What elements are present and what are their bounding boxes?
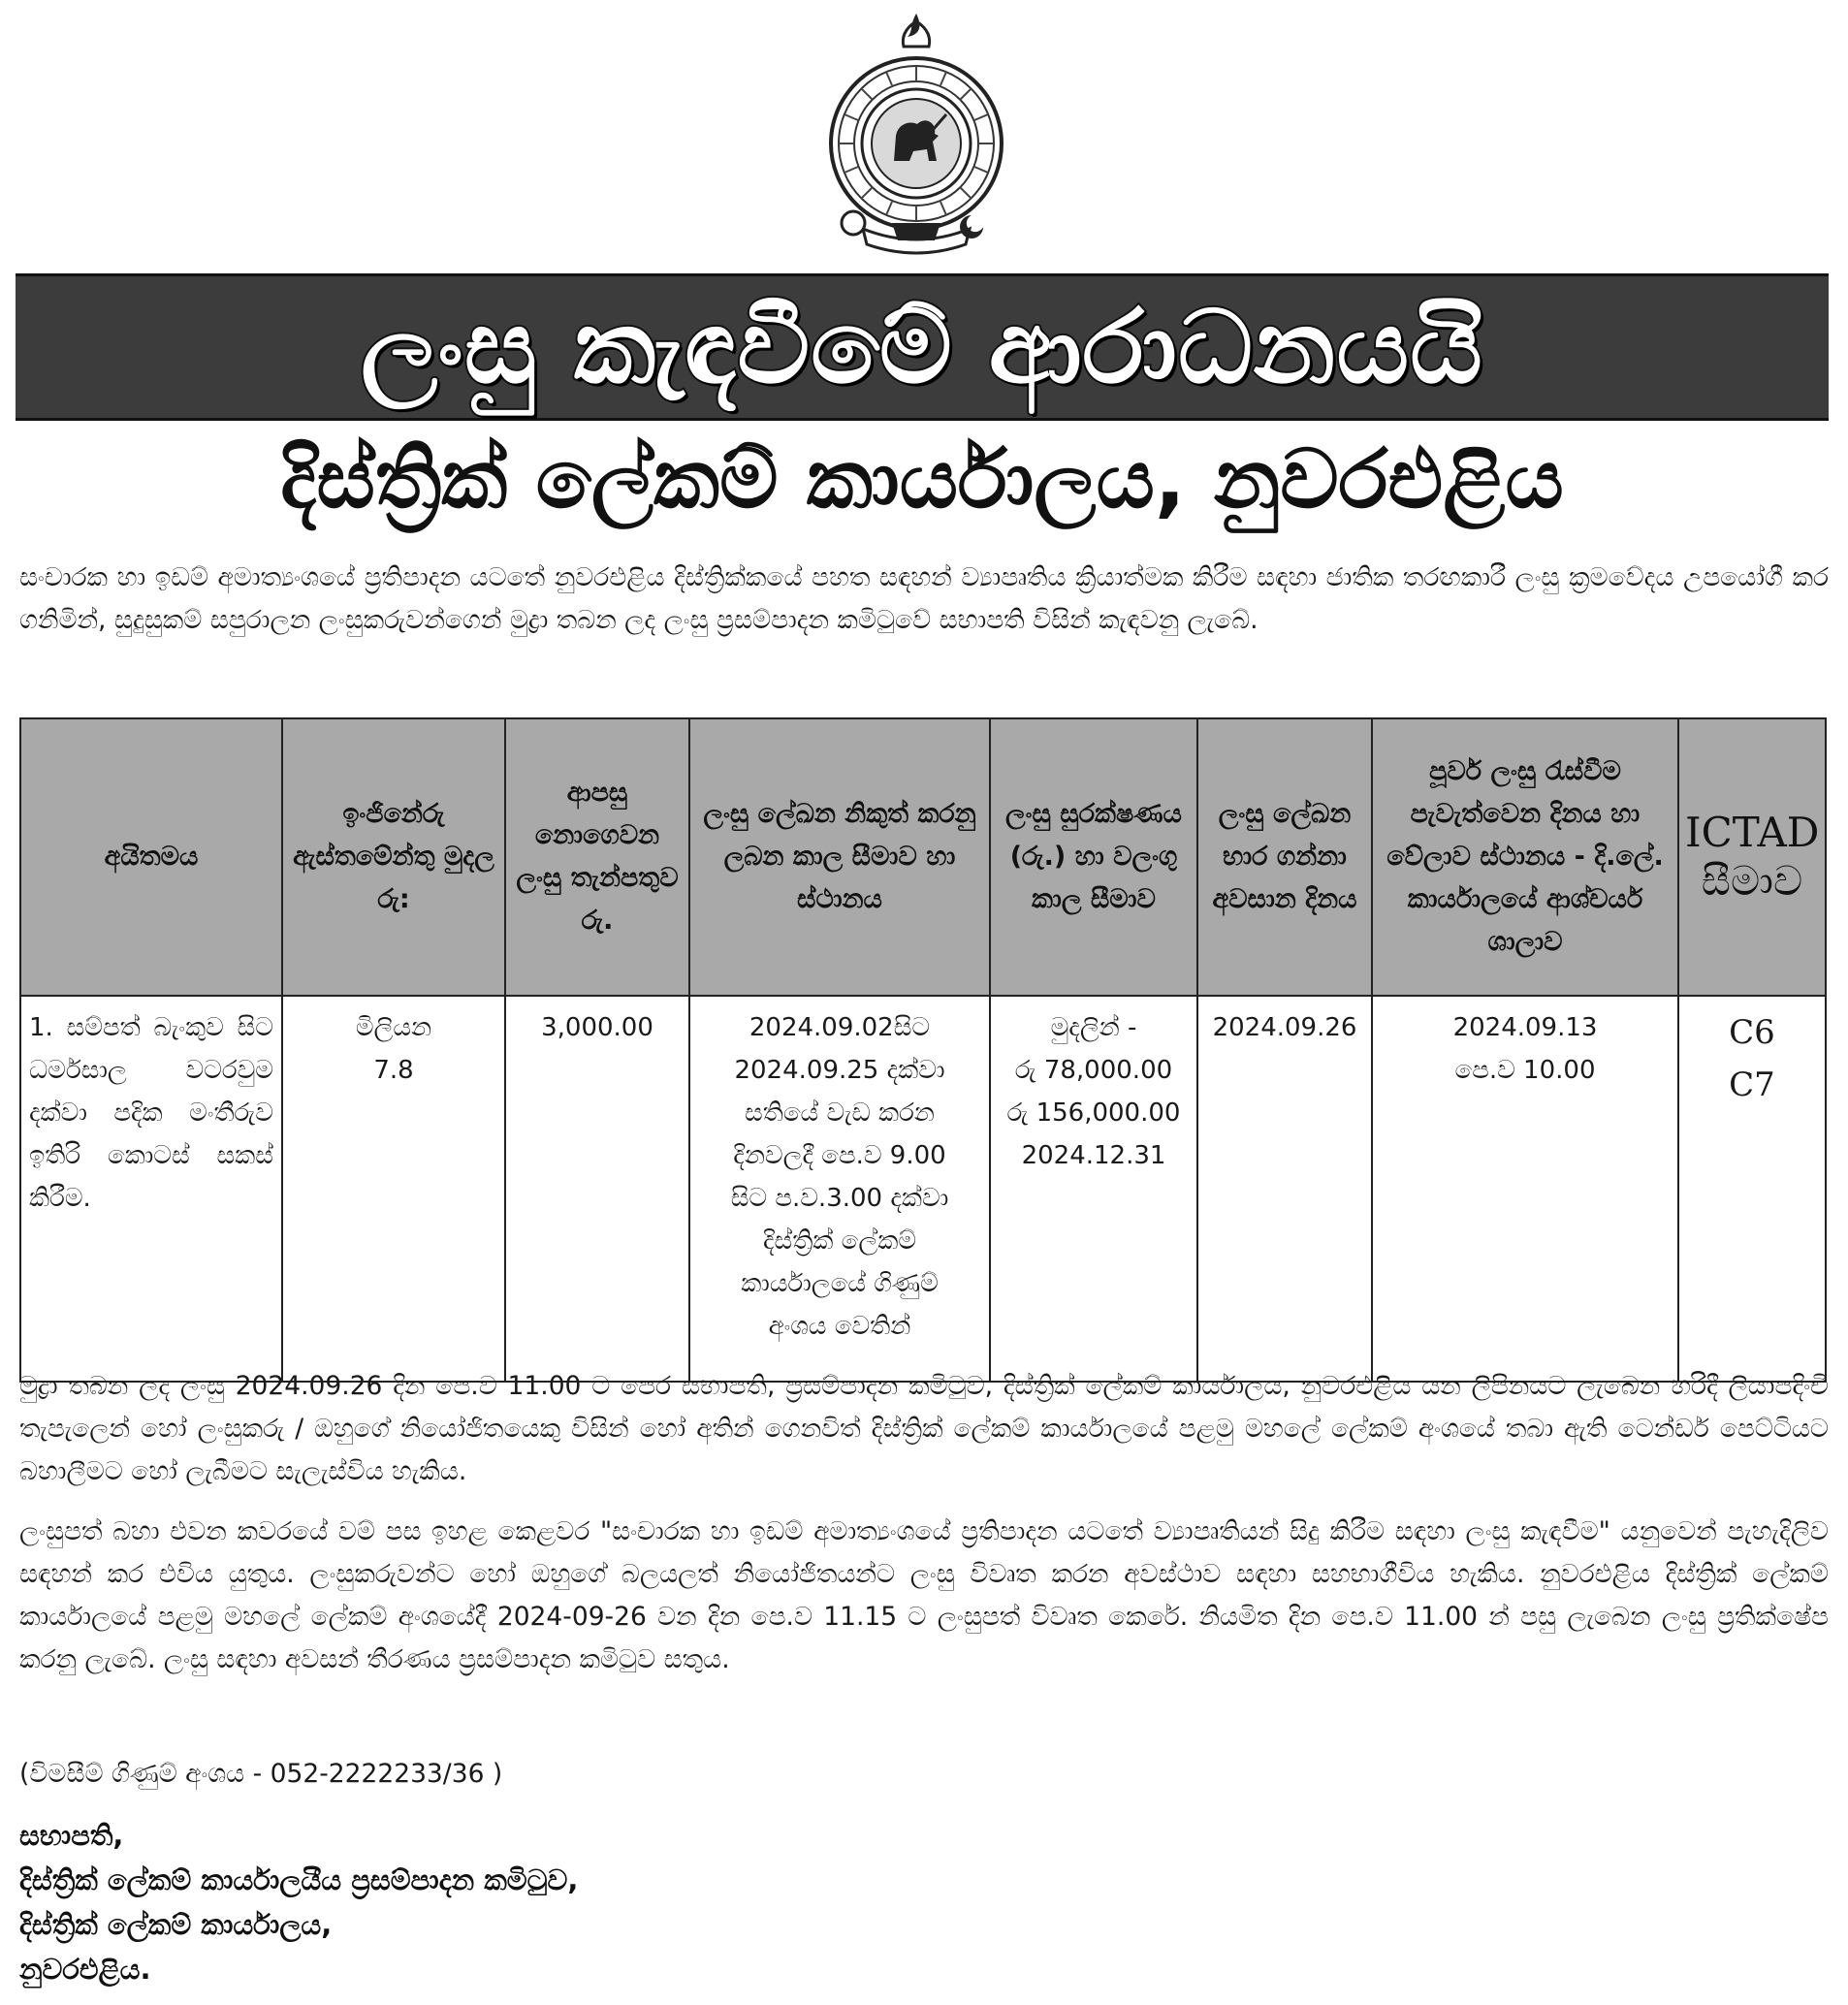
security-line: රු 156,000.00 <box>1006 1098 1181 1128</box>
issue-line: අංශය වෙතින් <box>768 1312 911 1341</box>
cell-closing-date: 2024.09.26 <box>1197 996 1372 1382</box>
cell-ictad <box>1678 996 1826 1382</box>
estimate-unit: මිලියන <box>355 1013 432 1042</box>
header-item: අයිතමය <box>20 718 282 996</box>
table-row <box>20 996 1826 1382</box>
cell-item: 1. සම්පත් බැංකුව සිට ධර්මසාල වටරවුම දක්වා පදික මංතීරුව ඉතිරි කොටස් සකස් කිරීම. <box>20 996 282 1382</box>
office-title: දිස්ත්‍රික් ලේකම් කාර්යාලය, නුවරඑළිය <box>280 431 1564 526</box>
issue-line: සතියේ වැඩ කරන <box>745 1098 935 1128</box>
cell-security <box>990 996 1197 1382</box>
notice-title: ලංසු කැඳවීමේ ආරාධනයයි <box>361 288 1483 406</box>
issue-line: කාර්යාලයේ ගිණුම් <box>741 1269 939 1298</box>
header-closing-date: ලංසු ලේඛන භාර ගන්නා අවසාන දිනය <box>1197 718 1372 996</box>
signature-line: දිස්ත්‍රික් ලේකම් කාර්යාලය, <box>19 1908 333 1941</box>
issue-line: සිට ප.ව.3.00 දක්වා <box>730 1184 949 1213</box>
envelope-marking-paragraph: ලංසුපත් බහා එවන කවරයේ වම් පස ඉහළ කෙළවර "සංචාරක හා ඉඩම් අමාත්‍යංශයේ ප්‍රතිපාදන යටතේ ව්‍යාපෘතියන් සිදු කිරීම සඳහා ලංසු කැඳවීම" යනුවෙන් පැහැදිලිව සඳහන් කර එවිය යුතුය. ලංසුකරුවන්ට හෝ ඔහුගේ බලයලත් නියෝජිතයන්ට ලංසු විවෘත කරන අවස්ථාව සඳහා සහභාගීවිය හැකිය. නුවරඑළිය දිස්ත්‍රික් ලේකම් කාර්යාලයේ පළමු මහලේ ලේකම් අංශයේදී 2024-09-26 වන දින පෙ.ව 11.15 ට ලංසුපත් විවෘත කෙරේ. නියමිත දින පෙ.ව 11.00 න් පසු ලැබෙන ලංසු ප්‍රතික්ෂේප කරනු ලැබේ. ලංසු සඳහා අවසන් තීරණය ප්‍රසම්පාදන කමිටුව සතුය. <box>19 1516 1829 1674</box>
signature-line: දිස්ත්‍රික් ලේකම් කාර්යාලයීය ප්‍රසම්පාදන කමිටුව, <box>19 1863 579 1896</box>
pre-bid-date: 2024.09.13 <box>1452 1013 1598 1042</box>
header-ictad: ICTAD සීමාව <box>1678 718 1826 996</box>
cell-estimate <box>282 996 505 1382</box>
signature-line: නුවරඑළිය. <box>19 1953 151 1986</box>
table-header-row <box>20 718 1826 996</box>
delivery-paragraph: මුද්‍රා තබන ලද ලංසු 2024.09.26 දින පෙ.ව 11.00 ට පෙර සභාපති, ප්‍රසම්පාදන කමිටුව, දිස්ත්‍රික් ලේකම් කාර්යාලය, නුවරඑළිය යන ලිපිනයට ලැබෙන හරිදී ලියාපදිංචි තැපැලෙන් හෝ ලංසුකරු / ඔහුගේ නියෝජිතයෙකු විසින් හෝ අතින් ගෙනවිත් දිස්ත්‍රික් ලේකම් කාර්යාලයේ පළමු මහලේ ලේකම් අංශයේ තබා ඇති ටෙන්ඩර් පෙට්ටියට බහාලීමට හෝ ලැබීමට සැලැස්විය හැකිය. <box>19 1371 1829 1486</box>
estimate-value: 7.8 <box>373 1056 414 1085</box>
security-line: මුදලින් - <box>1050 1013 1137 1042</box>
pre-bid-time: පෙ.ව 10.00 <box>1454 1056 1596 1085</box>
header-pre-bid-meeting: පූර්ව ලංසු රැස්වීම පැවැත්වෙන දිනය හා වේලාව ස්ථානය - දි.ලේ. කාර්යාලයේ ආශ්චර්ය ශාලාව <box>1372 718 1678 996</box>
title-banner <box>16 273 1829 421</box>
intro-paragraph: සංචාරක හා ඉඩම් අමාත්‍යංශයේ ප්‍රතිපාදන යටතේ නුවරඑළිය දිස්ත්‍රික්කයේ පහත සඳහන් ව්‍යාපෘතිය ක්‍රියාත්මක කිරීම සඳහා ජාතික තරඟකාරී ලංසු ක්‍රමවේදය උපයෝගී කර ගනිමින්, සුදුසුකම් සපුරාලන ලංසුකරුවන්ගෙන් මුද්‍රා තබන ලද ලංසු ප්‍රසම්පාදන කමිටුවේ සභාපති විසින් කැඳවනු ලැබේ. <box>19 562 1829 635</box>
issue-line: දිස්ත්‍රික් ලේකම් <box>762 1226 917 1256</box>
contact-line: (විමසීම් ගිණුම් අංශය - 052-2222233/36 ) <box>19 1759 503 1789</box>
header-security: ලංසු සුරක්ෂණය (රු.) හා වලංගු කාල සීමාව <box>990 718 1197 996</box>
security-line: රු 78,000.00 <box>1014 1056 1173 1085</box>
header-estimate: ඉංජිනේරු ඇස්තමේන්තු මුදල රු: <box>282 718 505 996</box>
cell-pre-bid-meeting <box>1372 996 1678 1382</box>
security-validity: 2024.12.31 <box>1021 1141 1166 1170</box>
signature-line: සභාපති, <box>19 1819 124 1852</box>
ictad-grade: C6 <box>1729 1013 1775 1052</box>
header-issue-period: ලංසු ලේඛන නිකුත් කරනු ලබන කාල සීමාව හා ස්ථානය <box>689 718 990 996</box>
sri-lanka-emblem-icon <box>824 8 1008 262</box>
issue-line: 2024.09.25 දක්වා <box>734 1056 945 1085</box>
ictad-grade: C7 <box>1729 1066 1775 1104</box>
signature-block <box>19 1813 989 1991</box>
issue-line: 2024.09.02සිට <box>749 1013 931 1042</box>
cell-deposit: 3,000.00 <box>505 996 689 1382</box>
header-deposit: ආපසු නොගෙවන ලංසු තැන්පතුව රු. <box>505 718 689 996</box>
issue-line: දිනවලදී පෙ.ව 9.00 <box>733 1141 946 1170</box>
cell-issue-period <box>689 996 990 1382</box>
tender-table <box>19 717 1827 1383</box>
